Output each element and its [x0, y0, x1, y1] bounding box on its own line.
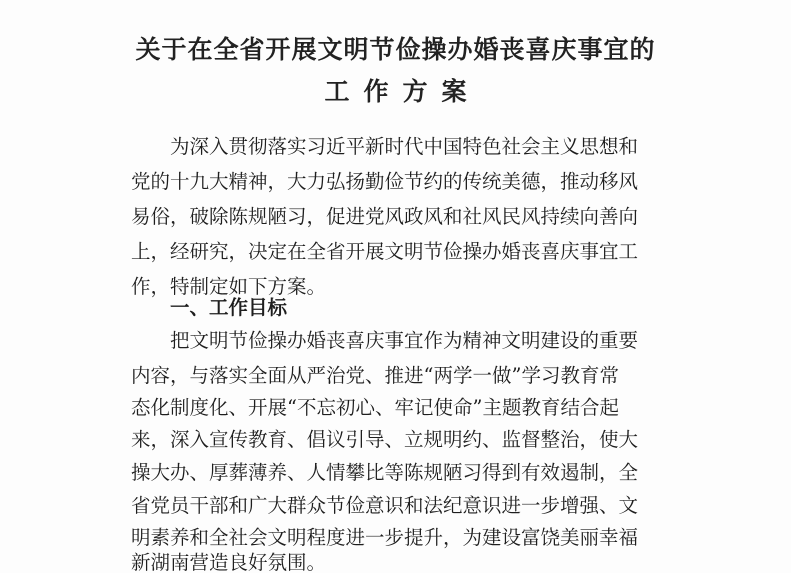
section1-line-6: 省党员干部和广大群众节俭意识和法纪意识进一步增强、文: [131, 494, 639, 517]
intro-line-1: 为深入贯彻落实习近平新时代中国特色社会主义思想和: [170, 135, 639, 158]
document-title-line-2: 工作方案: [324, 77, 481, 106]
intro-line-4: 上，经研究，决定在全省开展文明节俭操办婚丧喜庆事宜工: [131, 240, 639, 263]
document-title-line-1: 关于在全省开展文明节俭操办婚丧喜庆事宜的: [135, 35, 656, 64]
section1-line-8: 新湖南营造良好氛围。: [131, 551, 327, 574]
section1-line-3: 态化制度化、开展“不忘初心、牢记使命”主题教育结合起: [131, 396, 619, 419]
section1-line-1: 把文明节俭操办婚丧喜庆事宜作为精神文明建设的重要: [170, 329, 639, 352]
section1-line-5: 操大办、厚葬薄养、人情攀比等陈规陋习得到有效遏制，全: [131, 461, 639, 484]
intro-line-3: 易俗，破除陈规陋习，促进党风政风和社风民风持续向善向: [131, 205, 639, 228]
intro-line-5: 作，特制定如下方案。: [131, 275, 327, 298]
section1-line-7: 明素养和全社会文明程度进一步提升，为建设富饶美丽幸福: [131, 526, 639, 549]
section-heading-work-goals: 一、工作目标: [170, 296, 288, 319]
section1-line-4: 来，深入宣传教育、倡议引导、立规明约、监督整治，使大: [131, 428, 639, 451]
intro-line-2: 党的十九大精神，大力弘扬勤俭节约的传统美德，推动移风: [131, 170, 639, 193]
section1-line-2: 内容，与落实全面从严治党、推进“两学一做”学习教育常: [131, 364, 619, 387]
